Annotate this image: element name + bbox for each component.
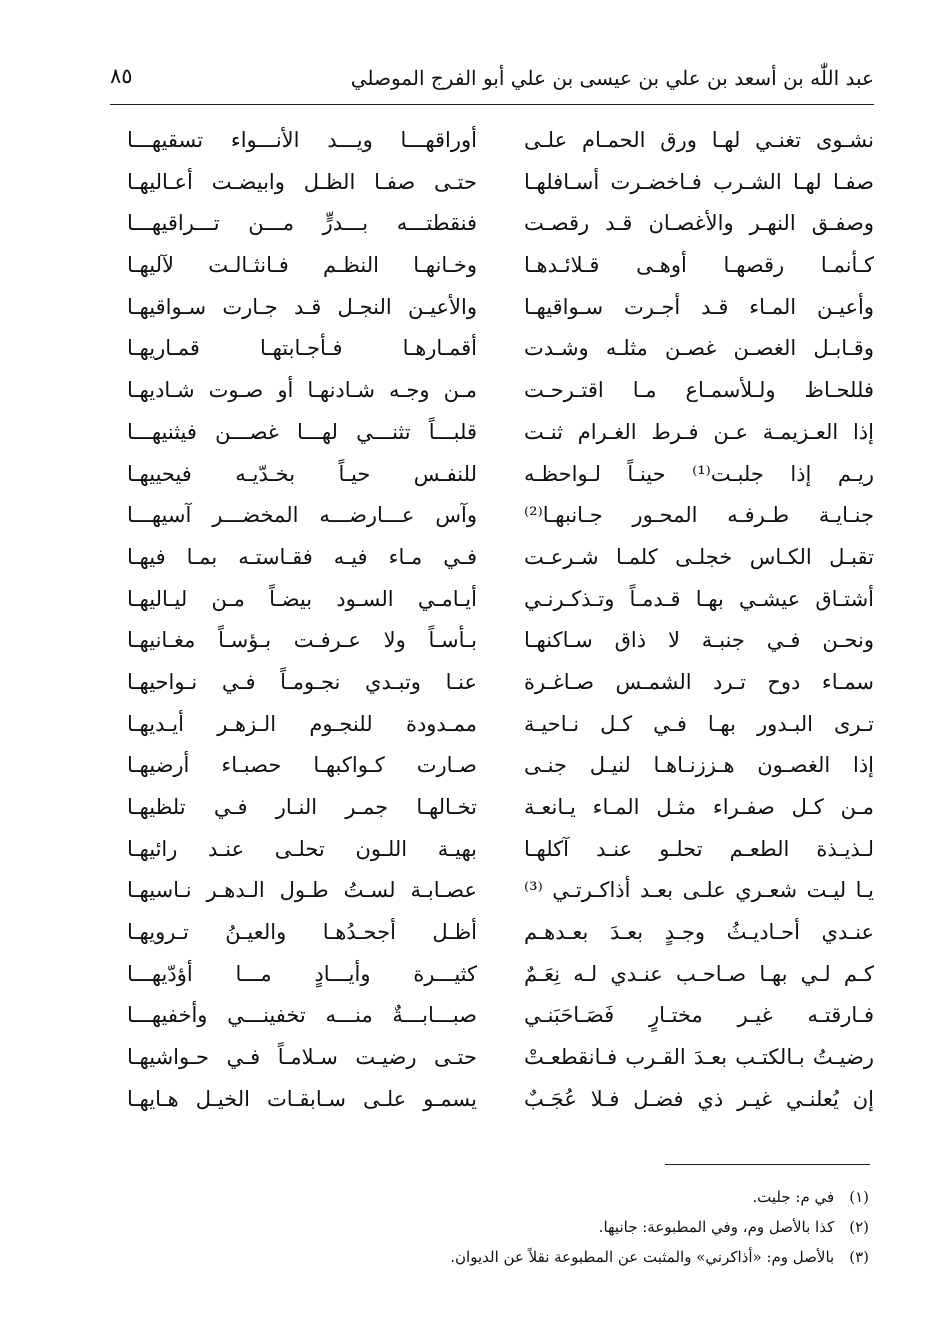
verse-second-hemistich: وخـانهـا النظـم فـانثـالـت لآليهـا [127, 253, 477, 278]
verse-line [120, 120, 874, 162]
verse-first-hemistich: لـذيـذة الطعـم تحلـو عنـد آكلهـا [524, 836, 874, 861]
verse-first-hemistich: ريـم إذا جلبـت⁽¹⁾ حينـاً لـواحظـه [524, 461, 874, 486]
verse-second-hemistich: عنـا وتبـدي نجـومـاً فـي نـواحيهـا [127, 669, 477, 694]
verse-second-hemistich: تخـالهـا جمـر النـار فـي تلظيهـا [127, 795, 477, 819]
verse-second-hemistich: عصـابـة لسـتُ طـول الـدهـر نـاسيهـا [127, 878, 477, 903]
verse-first-hemistich: جنـايـة طـرفـه المحـور جـانبهـا⁽²⁾ [524, 503, 874, 528]
verse-first-hemistich: صفـا لهـا الشـرب فـاخضـرت أسـافلهـا [524, 169, 874, 194]
verse-first-hemistich: كـأنمـا رقصهـا أوهـى قـلائـدهـا [524, 253, 874, 278]
verse-line [120, 245, 874, 287]
verse-first-hemistich: تقبـل الكـاس خجلـى كلمـا شـرعـت [524, 544, 874, 569]
verse-line [120, 704, 874, 746]
footnote-text: كذا بالأصل وم، وفي المطبوعة: جانيها. [598, 1218, 835, 1236]
verse-second-hemistich: للنفـس حيـاً بخـدّيـه فيحييهـا [127, 461, 477, 486]
verse-first-hemistich: فللحـاظ ولـلأسمـاع مـا اقتـرحـت [524, 378, 874, 403]
verse-second-hemistich: بـأسـاً ولا عـرفـت بـؤسـاً مغـانيهـا [127, 628, 477, 653]
verse-line [120, 370, 874, 412]
verse-second-hemistich: كثيـــرة وأيـــادٍ مـــا أؤدّيهـــا [127, 961, 477, 986]
verse-first-hemistich: سمـاء دوح تـرد الشمـس صـاغـرة [524, 669, 874, 694]
verse-first-hemistich: إذا العـزيمـة عـن فـرط الغـرام ثنـت [524, 419, 874, 444]
verse-line [120, 287, 874, 329]
verse-line [120, 1079, 874, 1121]
verse-line [120, 495, 874, 537]
verse-line [120, 203, 874, 245]
verse-first-hemistich: إذا الغصـون هـززنـاهـا لنيـل جنـى [524, 753, 874, 778]
verse-second-hemistich: قلبـــاً تثنـــي لهـــا غصـــن فيثنيهـــا [127, 419, 477, 444]
footnote-number: (٣) [849, 1248, 869, 1266]
verse-first-hemistich: وأعيـن المـاء قـد أجـرت سـواقيهـا [524, 294, 874, 319]
verse-second-hemistich: أيـامـي السـود بيضـاً مـن ليـاليهـا [127, 586, 477, 611]
verse-first-hemistich: وصفـق النهـر والأغصـان قـد رقصـت [524, 211, 874, 236]
verse-second-hemistich: فـي مـاء فيـه فقـاستـه بمـا فيهـا [127, 544, 477, 569]
verse-line [120, 787, 874, 829]
verse-first-hemistich: رضيـتُ بـالكتـب بعـدَ القـرب فـانقطعـتْ [524, 1045, 874, 1070]
verse-line [120, 328, 874, 370]
footnote [450, 1212, 869, 1242]
verse-second-hemistich: وآس عـــارضـــه المخضـــر آسيهـــا [127, 503, 477, 528]
verse-first-hemistich: فـارقتـه غيـر مختـارٍ فَصَـاحَبَنـي [524, 1003, 874, 1028]
verse-second-hemistich: والأعيـن النجـل قـد جـارت سـواقيهـا [127, 294, 477, 319]
verse-second-hemistich: أقمـارهـا فـأجـابتهـا قمـاريهـا [127, 336, 477, 361]
verse-line [120, 620, 874, 662]
poem-body [120, 120, 874, 1121]
verse-line [120, 1037, 874, 1079]
verse-second-hemistich: أظـل أجحـدُهـا والعيـنُ تـرويهـا [127, 920, 477, 945]
verse-line [120, 412, 874, 454]
verse-line [120, 829, 874, 871]
header-title: عبد اللّٰه بن أسعد بن علي بن عيسى بن علي أبو الفرج الموصلي [350, 66, 874, 90]
verse-first-hemistich: عنـدي أحـاديـثُ وجـدٍ بعـدَ بعـدهـم [524, 920, 874, 945]
verse-second-hemistich: فنقطتـــه بـــدرٍّ مـــن تـــراقيهـــا [127, 211, 477, 236]
verse-first-hemistich: كـم لـي بهـا صـاحـب عنـدي لـه نِعَـمٌ [524, 961, 874, 986]
verse-first-hemistich: نشـوى تغنـي لهـا ورق الحمـام علـى [524, 128, 874, 152]
footnote [450, 1242, 869, 1272]
verse-line [120, 995, 874, 1037]
verse-first-hemistich: أشتـاق عيشـي بهـا قـدمـاً وتـذكـرنـي [524, 586, 874, 611]
verse-second-hemistich: مـن وجـه شـادنهـا أو صـوت شـاديهـا [127, 378, 477, 403]
verse-second-hemistich: يسمـو علـى سـابقـات الخيـل هـايهـا [127, 1086, 477, 1111]
verse-second-hemistich: حتـى صفـا الظـل وابيضـت أعـاليهـا [127, 169, 477, 194]
verse-line [120, 870, 874, 912]
footnote-text: في م: جليت. [752, 1188, 835, 1206]
verse-line [120, 162, 874, 204]
verse-first-hemistich: تـرى البـدور بهـا فـي كـل نـاحيـة [524, 711, 874, 736]
verse-line [120, 579, 874, 621]
footnote-number: (١) [849, 1188, 869, 1206]
verse-second-hemistich: أوراقهـــا ويـــد الأنـــواء تسقيهـــا [127, 128, 477, 152]
verse-first-hemistich: ونحـن فـي جنبـة لا ذاق سـاكنهـا [524, 628, 874, 653]
verse-first-hemistich: مـن كـل صفـراء مثـل المـاء يـانعـة [524, 795, 874, 819]
page-number: ٨٥ [110, 64, 133, 88]
verse-second-hemistich: صبـــابـــةٌ منـــه تخفينـــي وأخفيهـــا [127, 1003, 477, 1028]
footnotes [450, 1182, 869, 1272]
verse-second-hemistich: ممـدودة للنجـوم الـزهـر أيـديهـا [127, 711, 477, 736]
footnote-text: بالأصل وم: «أذاكرني» والمثبت عن المطبوعة نقلاً عن الديوان. [450, 1248, 835, 1266]
footnote [450, 1182, 869, 1212]
footnote-number: (٢) [849, 1218, 869, 1236]
header-rule [110, 104, 874, 105]
verse-line [120, 954, 874, 996]
verse-first-hemistich: إن يُعلنـي غيـر ذي فضـل فـلا عُجَـبٌ [524, 1086, 874, 1111]
verse-line [120, 662, 874, 704]
verse-second-hemistich: صـارت كـواكبهـا حصبـاء أرضيهـا [127, 753, 477, 778]
footnote-rule [665, 1164, 870, 1165]
verse-second-hemistich: حتـى رضيـت سـلامـاً فـي حـواشيهـا [127, 1045, 477, 1070]
verse-first-hemistich: وقـابـل الغصـن غصـن مثلـه وشـدت [524, 336, 874, 361]
verse-line [120, 912, 874, 954]
verse-first-hemistich: يـا ليـت شعـري علـى بعـد أذاكـرتـي ⁽³⁾ [524, 878, 874, 903]
verse-line [120, 454, 874, 496]
running-header [110, 60, 874, 100]
verse-second-hemistich: بهيـة اللـون تحلـى عنـد رائيهـا [127, 836, 477, 861]
verse-line [120, 745, 874, 787]
verse-line [120, 537, 874, 579]
